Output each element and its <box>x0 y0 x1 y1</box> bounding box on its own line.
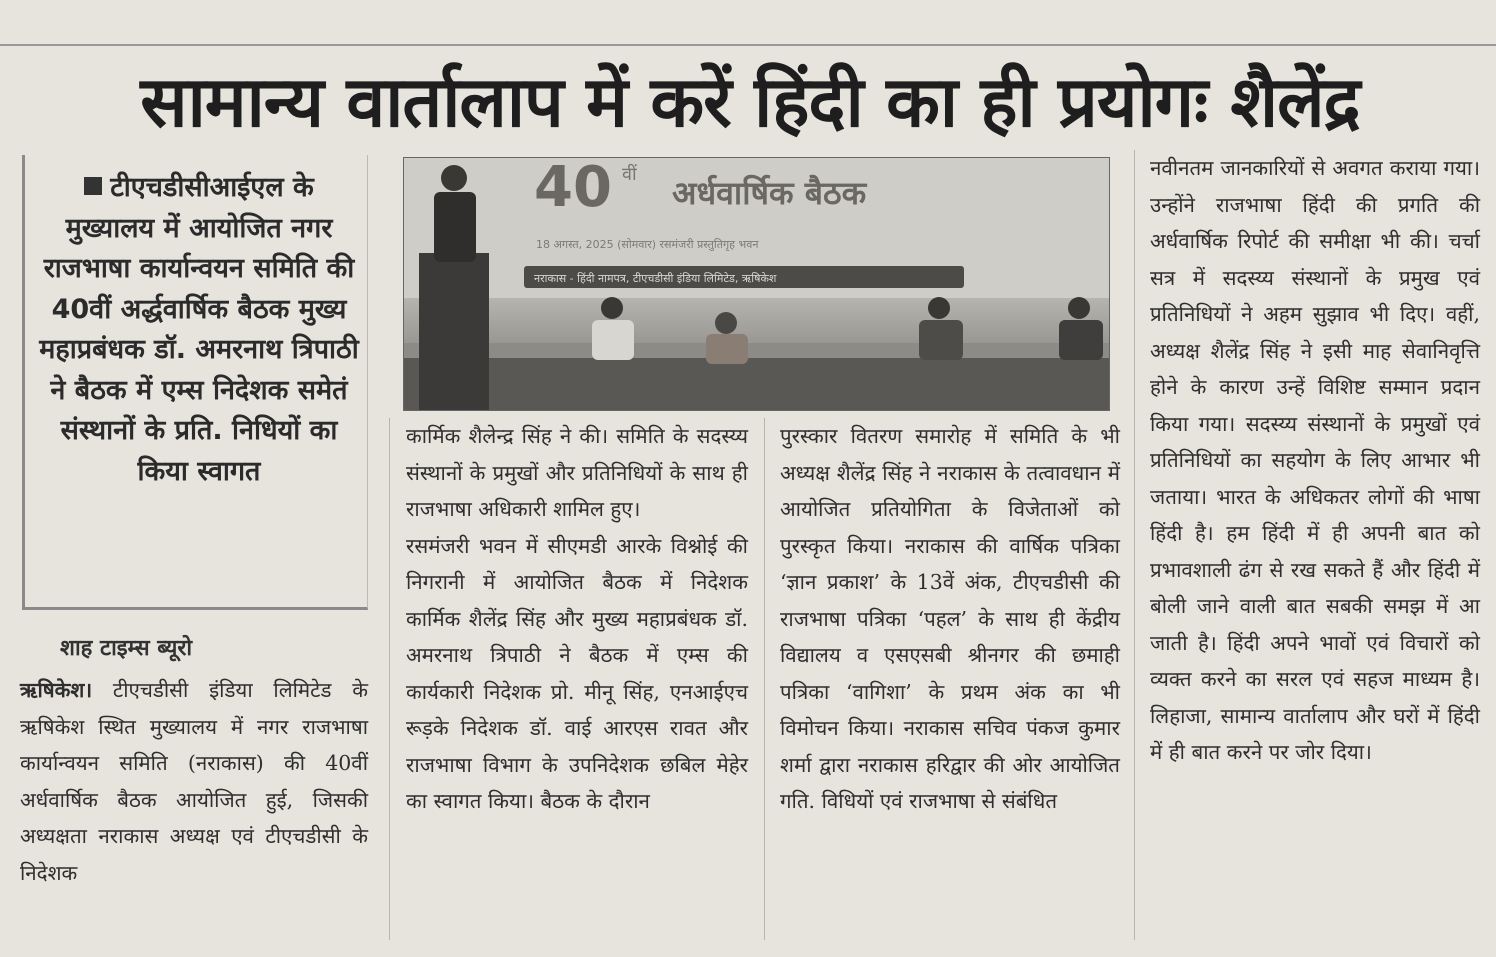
banner-number: 40 <box>534 158 612 220</box>
byline: शाह टाइम्स ब्यूरो <box>60 635 193 661</box>
summary-content: टीएचडीसीआईएल के मुख्यालय में आयोजित नगर राजभाषा कार्यान्वयन समिति की 40वीं अर्द्धवार्षिक बैठक मुख्य महाप्रबंधक डॉ. अमरनाथ त्रिपाठी ने बैठक में एम्स निदेशक समेतं संस्थानों के प्रति. निधियों का किया स्वागत <box>39 172 359 487</box>
guest-1-body <box>592 320 634 360</box>
table-front <box>404 358 1110 411</box>
podium <box>419 253 489 411</box>
headline: सामान्य वार्तालाप में करें हिंदी का ही प्रयोगः शैलेंद्र <box>140 61 1360 143</box>
guest-2-body <box>706 334 748 364</box>
column-3-text: पुरस्कार वितरण समारोह में समिति के भी अध्यक्ष शैलेंद्र सिंह ने नराकास के तत्वावधान में आयोजित प्रतियोगिता के विजेताओं को पुरस्कृत किया। नराकास की वार्षिक पत्रिका ‘ज्ञान प्रकाश’ के 13वें अंक, टीएचडीसी की राजभाषा पत्रिका ‘पहल’ के साथ ही केंद्रीय विद्यालय व एसएसबी श्रीनगर की छमाही पत्रिका ‘वागिशा’ के प्रथम अंक का भी विमोचन किया। नराकास सचिव पंकज कुमार शर्मा द्वारा नराकास हरिद्वार की ओर आयोजित गति. विधियों एवं राजभाषा से संबंधित <box>780 424 1120 813</box>
column-4-text: नवीनतम जानकारियों से अवगत कराया गया। उन्होंने राजभाषा हिंदी की प्रगति की अर्धवार्षिक रिपोर्ट की समीक्षा भी की। चर्चा सत्र में सदस्य्य संस्थानों के प्रमुख एवं प्रतिनिधियों ने अहम सुझाव भी दिए। वहीं, अध्यक्ष शैलेंद्र सिंह ने इसी माह सेवानिवृत्ति होने के कारण उन्हें विशिष्ट सम्मान प्रदान किया गया। सदस्य्य संस्थानों के प्रमुखों एवं प्रतिनिधियों का सहयोग के लिए आभार भी जताया। भारत के अधिकतर लोगों की भाषा हिंदी है। हम हिंदी में ही अपनी बात को प्रभावशाली ढंग से रख सकते हैं और हिंदी में बोली जाने वाली बात सबकी समझ में आ जाती है। हिंदी अपने भावों एवं विचारों को व्यक्त करने का सरल एवं सहज माध्यम है। लिहाजा, सामान्य वार्तालाप और घरों में हिंदी में ही बात करने पर जोर दिया। <box>1150 156 1480 764</box>
top-rule <box>0 44 1496 46</box>
column-3 <box>780 418 1120 820</box>
guest-4-body <box>1059 320 1103 360</box>
column-1 <box>20 672 368 891</box>
column-divider <box>764 418 765 940</box>
column-2 <box>406 418 748 820</box>
guest-2-head <box>715 312 737 334</box>
stage-illustration <box>404 158 1110 411</box>
banner-org: नराकास - हिंदी नामपत्र, टीएचडीसी इंडिया लिमिटेड, ऋषिकेश <box>534 272 777 285</box>
banner-superscript: वीं <box>622 164 637 185</box>
banner-date: 18 अगस्त, 2025 (सोमवार) रसमंजरी प्रस्तुतिगृह भवन <box>536 238 759 251</box>
guest-4-head <box>1068 297 1090 319</box>
speaker-body <box>434 192 476 262</box>
column-1-text: टीएचडीसी इंडिया लिमिटेड के ऋषिकेश स्थित मुख्यालय में नगर राजभाषा कार्यान्वयन समिति (नराकास) की 40वीं अर्धवार्षिक बैठक आयोजित हुई, जिसकी अध्यक्षता नराकास अध्यक्ष एवं टीएचडीसी के निदेशक <box>20 678 368 885</box>
speaker-head <box>441 165 467 191</box>
square-bullet-icon <box>84 177 102 195</box>
column-divider <box>389 418 390 940</box>
column-4 <box>1150 150 1480 771</box>
column-2-para-2: रसमंजरी भवन में सीएमडी आरके विश्नोई की निगरानी में आयोजित बैठक में निदेशक कार्मिक शैलेंद्र सिंह और मुख्य महाप्रबंधक डॉ. अमरनाथ त्रिपाठी ने बैठक में एम्स की कार्यकारी निदेशक प्रो. मीनू सिंह, एनआईएच रूड़के निदेशक डॉ. वाई आरएस रावत और राजभाषा विभाग के उपनिदेशक छबिल मेहेर का स्वागत किया। बैठक के दौरान <box>406 533 748 813</box>
guest-3-head <box>928 297 950 319</box>
banner-title: अर्धवार्षिक बैठक <box>672 174 867 212</box>
guest-1-head <box>601 297 623 319</box>
summary-text <box>36 168 362 492</box>
column-2-para-1: कार्मिक शैलेन्द्र सिंह ने की। समिति के सदस्य्य संस्थानों के प्रमुखों और प्रतिनिधियों के साथ ही राजभाषा अधिकारी शामिल हुए। <box>406 424 748 521</box>
guest-3-body <box>919 320 963 360</box>
dateline-place: ऋषिकेश। <box>20 678 93 702</box>
column-divider <box>1134 150 1135 940</box>
event-photo <box>403 157 1110 411</box>
